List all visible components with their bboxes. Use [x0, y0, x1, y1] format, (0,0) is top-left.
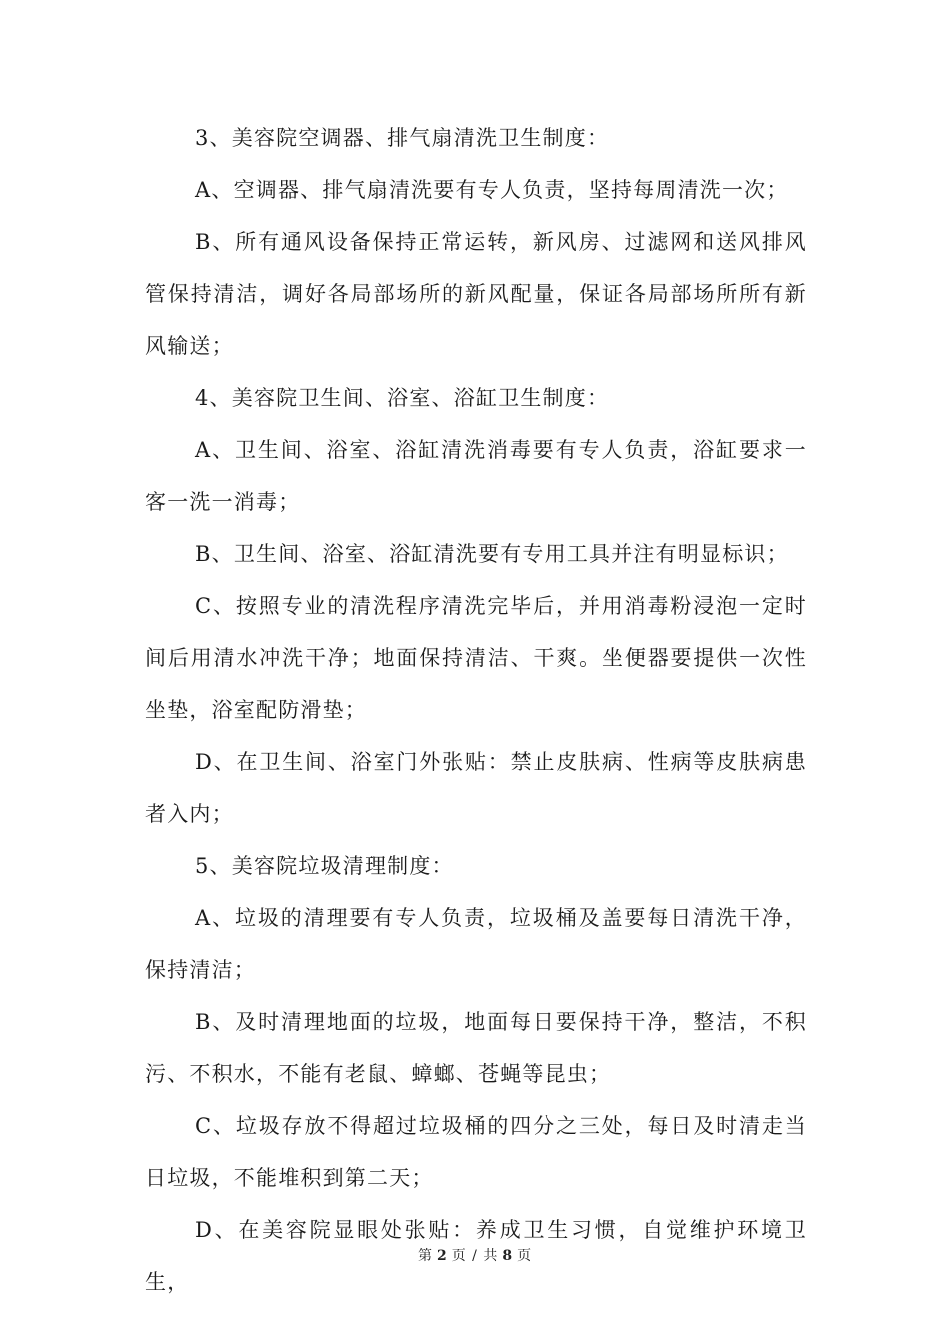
document-body	[145, 112, 807, 1308]
footer-page-unit: 页	[451, 1248, 467, 1264]
paragraph: A、卫生间、浴室、浴缸清洗消毒要有专人负责，浴缸要求一客一洗一消毒；	[145, 438, 807, 514]
paragraph: B、所有通风设备保持正常运转，新风房、过滤网和送风排风管保持清洁，调好各局部场所的新风配量，保证各局部场所所有新风输送；	[145, 230, 807, 358]
page-footer	[0, 1246, 950, 1266]
footer-total-prefix: 共	[483, 1248, 499, 1264]
total-pages: 8	[502, 1248, 514, 1264]
page-number: 2	[436, 1248, 448, 1264]
section-heading-5: 5、美容院垃圾清理制度：	[195, 854, 454, 878]
section-heading-4: 4、美容院卫生间、浴室、浴缸卫生制度：	[195, 386, 610, 410]
section-heading-3: 3、美容院空调器、排气扇清洗卫生制度：	[195, 126, 610, 150]
footer-total-unit: 页	[517, 1248, 533, 1264]
paragraph: C、垃圾存放不得超过垃圾桶的四分之三处，每日及时清走当日垃圾，不能堆积到第二天；	[145, 1114, 807, 1190]
paragraph: A、垃圾的清理要有专人负责，垃圾桶及盖要每日清洗干净，保持清洁；	[145, 906, 807, 982]
paragraph: B、卫生间、浴室、浴缸清洗要有专用工具并注有明显标识；	[195, 542, 789, 566]
paragraph: A、空调器、排气扇清洗要有专人负责，坚持每周清洗一次；	[195, 178, 789, 202]
paragraph: C、按照专业的清洗程序清洗完毕后，并用消毒粉浸泡一定时间后用清水冲洗干净；地面保持清洁、干爽。坐便器要提供一次性坐垫，浴室配防滑垫；	[145, 594, 807, 722]
paragraph: D、在卫生间、浴室门外张贴：禁止皮肤病、性病等皮肤病患者入内；	[145, 750, 807, 826]
paragraph: D、在美容院显眼处张贴：养成卫生习惯，自觉维护环境卫生，	[145, 1218, 807, 1294]
footer-prefix: 第	[417, 1248, 433, 1264]
paragraph: B、及时清理地面的垃圾，地面每日要保持干净，整洁，不积污、不积水，不能有老鼠、蟑螂、苍蝇等昆虫；	[145, 1010, 807, 1086]
footer-separator: /	[472, 1248, 478, 1264]
